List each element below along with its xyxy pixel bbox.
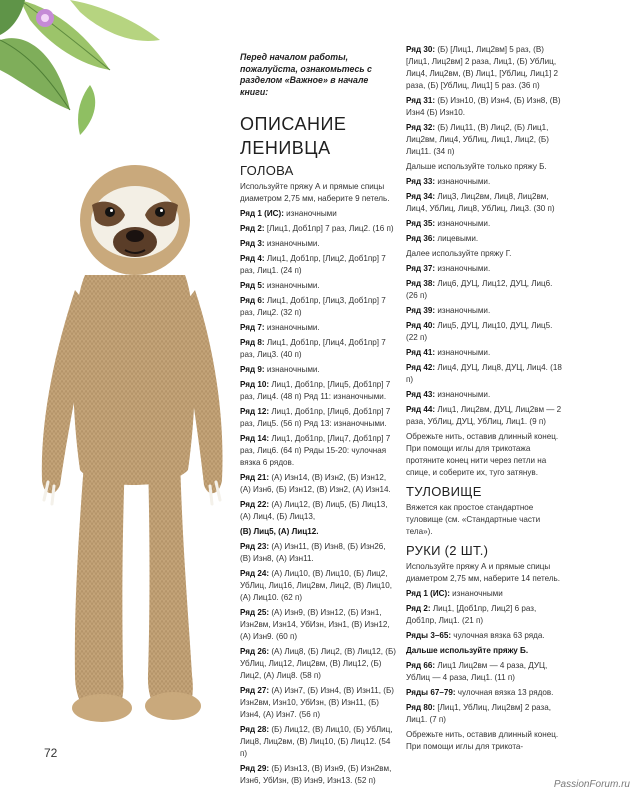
- pattern-row: Ряд 1 (ИС): изнаночными: [240, 209, 337, 218]
- pattern-row: Ряд 2: [Лиц1, Доб1пр] 7 раз, Лиц2. (16 п): [240, 224, 394, 233]
- pattern-row: Ряд 37: изнаночными.: [406, 264, 491, 273]
- pattern-row: Ряд 38: Лиц6, ДУЦ, Лиц12, ДУЦ, Лиц6. (26 п): [406, 279, 553, 300]
- col2-rows-list-2: [406, 176, 566, 245]
- pattern-row: Ряд 24: (А) Лиц10, (В) Лиц10, (Б) Лиц2, УбЛиц, Лиц16, Лиц2вм, Лиц2, (В) Лиц10, (А) Лиц10. (62 п): [240, 569, 392, 602]
- pattern-row: Ряд 42: Лиц4, ДУЦ, Лиц8, ДУЦ, Лиц4. (18 п): [406, 363, 562, 384]
- pattern-row: Ряд 25: (А) Изн9, (В) Изн12, (Б) Изн1, Изн2вм, Изн14, УбИзн, Изн1, (В) Изн12, (А) Изн9. (60 п): [240, 608, 390, 641]
- pattern-row: Ряд 5: изнаночными.: [240, 281, 320, 290]
- pattern-row: Ряд 8: Лиц1, Доб1пр, [Лиц4, Доб1пр] 7 раз, Лиц3. (40 п): [240, 338, 386, 359]
- pattern-row: Ряд 30: (Б) [Лиц1, Лиц2вм] 5 раз, (В) [Лиц1, Лиц2вм] 2 раза, Лиц1, (Б) УбЛиц, Лиц4, Лиц2вм, (В) Лиц1, [УбЛиц, Лиц1] 2 раза, (Б) [УбЛиц, Лиц1] 5 раз. (36 п): [406, 45, 558, 90]
- section-heading-body: ТУЛОВИЩЕ: [406, 484, 482, 499]
- pattern-row: Ряд 39: изнаночными.: [406, 306, 491, 315]
- page-title-line2: ЛЕНИВЦА: [240, 138, 331, 158]
- page-number: 72: [44, 746, 58, 760]
- yarn-note-b: Дальше используйте только пряжу Б.: [406, 162, 547, 171]
- head-rows-list-2: [240, 541, 396, 787]
- arms-finish-instructions: Обрежьте нить, оставив длинный конец. При помощи иглы для трикота-: [406, 730, 559, 751]
- pattern-row: Ряд 27: (А) Изн7, (Б) Изн4, (В) Изн11, (Б) Изн2вм, Изн10, УбИзн, (В) Изн11, (Б) Изн4, (А) Изн7. (56 п): [240, 686, 394, 719]
- pattern-row: Ряд 40: Лиц5, ДУЦ, Лиц10, ДУЦ, Лиц5. (22 п): [406, 321, 553, 342]
- pattern-row: Ряд 35: изнаночными.: [406, 219, 491, 228]
- pattern-row: Ряд 1 (ИС): изнаночными: [406, 589, 503, 598]
- pattern-row: Ряд 36: лицевыми.: [406, 234, 479, 243]
- pattern-row: Ряд 28: (Б) Лиц12, (В) Лиц10, (Б) УбЛиц, Лиц8, Лиц2вм, (В) Лиц10, (Б) Лиц12. (54 п): [240, 725, 393, 758]
- pattern-row: Ряды 3–65: чулочная вязка 63 ряда.: [406, 631, 545, 640]
- pattern-row: Ряд 26: (А) Лиц8, (Б) Лиц2, (В) Лиц12, (Б) УбЛиц, Лиц12, Лиц2вм, (В) Лиц12, (Б) Лиц2, (А) Лиц8. (58 п): [240, 647, 396, 680]
- tropical-leaves-decoration: [0, 0, 170, 140]
- pattern-row: Ряд 80: [Лиц1, УбЛиц, Лиц2вм] 2 раза, Лиц1. (7 п): [406, 703, 552, 724]
- intro-note: Перед началом работы, пожалуйста, ознакомьтесь с разделом «Важное» в начале книги:: [240, 52, 372, 97]
- pattern-row: Ряд 4: Лиц1, Доб1пр, [Лиц2, Доб1пр] 7 раз, Лиц1. (24 п): [240, 254, 386, 275]
- yarn-note-g: Далее используйте пряжу Г.: [406, 249, 512, 258]
- pattern-row: Ряд 34: Лиц3, Лиц2вм, Лиц8, Лиц2вм, Лиц4, УбЛиц, Лиц8, УбЛиц, Лиц3. (30 п): [406, 192, 555, 213]
- arms-intro: Используйте пряжу А и прямые спицы диаметром 2,75 мм, наберите 14 петель.: [406, 562, 561, 583]
- body-text: Вяжется как простое стандартное туловище (см. «Стандартные части тела»).: [406, 503, 541, 536]
- col2-rows-list-3: [406, 263, 566, 428]
- pattern-row: Ряд 3: изнаночными.: [240, 239, 320, 248]
- pattern-row: Ряд 32: (Б) Лиц11, (В) Лиц2, (Б) Лиц1, Лиц2вм, Лиц4, УбЛиц, Лиц1, Лиц2, (Б) Лиц11. (34 п): [406, 123, 549, 156]
- pattern-row: Ряд 6: Лиц1, Доб1пр, [Лиц3, Доб1пр] 7 раз, Лиц2. (32 п): [240, 296, 386, 317]
- arms-rows-list-2: [406, 660, 566, 726]
- pattern-row: Ряд 23: (А) Изн11, (В) Изн8, (Б) Изн26, (В) Изн8, (А) Изн11.: [240, 542, 386, 563]
- pattern-row: Ряд 7: изнаночными.: [240, 323, 320, 332]
- pattern-row: Ряд 41: изнаночными.: [406, 348, 491, 357]
- watermark: PassionForum.ru: [553, 779, 630, 790]
- section-heading-arms: РУКИ (2 ШТ.): [406, 543, 489, 558]
- col2-rows-list: [406, 44, 566, 158]
- finish-instructions: Обрежьте нить, оставив длинный конец. При помощи иглы для трикотажа протяните конец нити через петли на спице, и соберите их, туго затянув.: [406, 432, 559, 477]
- pattern-row: Ряд 66: Лиц1 Лиц2вм — 4 раза, ДУЦ, УбЛиц — 4 раза, Лиц1. (11 п): [406, 661, 548, 682]
- pattern-row: Ряд 21: (А) Изн14, (В) Изн2, (Б) Изн12, (А) Изн6, (Б) Изн12, (В) Изн2, (А) Изн14.: [240, 473, 391, 494]
- pattern-row: Ряд 22: (А) Лиц12, (В) Лиц5, (Б) Лиц13, (А) Лиц4, (Б) Лиц13,: [240, 500, 388, 521]
- head-intro: Используйте пряжу А и прямые спицы диаметром 2,75 мм, наберите 9 петель.: [240, 182, 390, 203]
- head-mid-row: (В) Лиц5, (А) Лиц12.: [240, 527, 319, 536]
- knitted-sloth-toy-image: [30, 160, 240, 725]
- text-column-left: [240, 44, 396, 790]
- section-heading-head: ГОЛОВА: [240, 163, 294, 178]
- pattern-row: Ряды 67–79: чулочная вязка 13 рядов.: [406, 688, 554, 697]
- pattern-row: Ряд 29: (Б) Изн13, (В) Изн9, (Б) Изн2вм, Изн6, УбИзн, (В) Изн9, Изн13. (52 п): [240, 764, 392, 785]
- pattern-row: Ряд 44: Лиц1, Лиц2вм, ДУЦ, Лиц2вм — 2 раза, УбЛиц, ДУЦ, УбЛиц, Лиц1. (9 п): [406, 405, 562, 426]
- pattern-row: Ряд 31: (Б) Изн10, (В) Изн4, (Б) Изн8, (В) Изн4 (Б) Изн10.: [406, 96, 561, 117]
- pattern-row: Ряд 10: Лиц1, Доб1пр, [Лиц5, Доб1пр] 7 раз, Лиц4. (48 п) Ряд 11: изнаночными.: [240, 380, 391, 401]
- page-title-line1: ОПИСАНИЕ: [240, 114, 347, 134]
- arms-yarn-note: Дальше используйте пряжу Б.: [406, 646, 529, 655]
- head-rows-list: [240, 208, 396, 523]
- arms-rows-list: [406, 588, 566, 642]
- pattern-row: Ряд 43: изнаночными.: [406, 390, 491, 399]
- pattern-row: Ряд 14: Лиц1, Доб1пр, [Лиц7, Доб1пр] 7 раз, Лиц6. (64 п) Ряды 15-20: чулочная вязка 6 рядов.: [240, 434, 391, 467]
- text-column-right: [406, 44, 566, 756]
- pattern-row: Ряд 12: Лиц1, Доб1пр, [Лиц6, Доб1пр] 7 раз, Лиц5. (56 п) Ряд 13: изнаночными.: [240, 407, 391, 428]
- pattern-row: Ряд 33: изнаночными.: [406, 177, 491, 186]
- pattern-row: Ряд 9: изнаночными.: [240, 365, 320, 374]
- pattern-row: Ряд 2: Лиц1, [Доб1пр, Лиц2] 6 раз, Доб1пр, Лиц1. (21 п): [406, 604, 537, 625]
